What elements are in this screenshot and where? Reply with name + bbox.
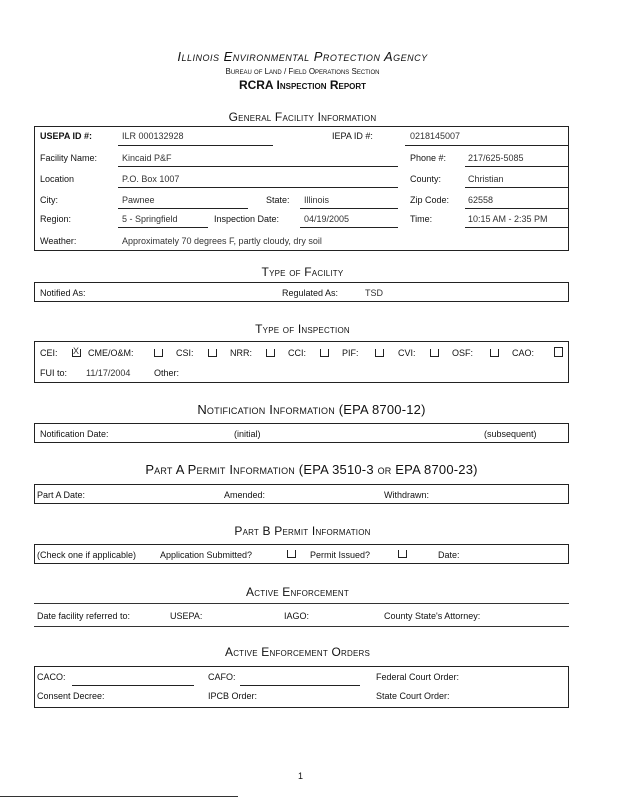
- location-line: [118, 187, 398, 188]
- caco-line: [72, 685, 194, 686]
- consent-decree-label: Consent Decree:: [37, 691, 105, 701]
- cci-label: CCI:: [288, 348, 306, 358]
- enforcement-title: Active Enforcement: [246, 585, 349, 599]
- part-b-title: Part B Permit Information: [234, 524, 371, 538]
- city-line: [118, 208, 248, 209]
- state-court-label: State Court Order:: [376, 691, 450, 701]
- enforcement-top-rule: [34, 603, 569, 604]
- application-submitted-checkbox[interactable]: [287, 550, 296, 558]
- pif-checkbox[interactable]: [375, 349, 384, 357]
- cvi-checkbox[interactable]: [430, 349, 439, 357]
- iepa-id-label: IEPA ID #:: [332, 131, 373, 141]
- weather-value: Approximately 70 degrees F, partly cloudy, dry soil: [122, 236, 322, 246]
- caco-label: CACO:: [37, 672, 66, 682]
- notification-subsequent-label: (subsequent): [484, 429, 537, 439]
- fui-value: 11/17/2004: [86, 368, 131, 378]
- federal-court-label: Federal Court Order:: [376, 672, 460, 682]
- cei-check-mark: X: [73, 346, 80, 356]
- state-label: State:: [266, 195, 290, 205]
- csi-checkbox[interactable]: [208, 349, 217, 357]
- other-label: Other:: [154, 368, 180, 378]
- csi-label: CSI:: [176, 348, 194, 358]
- cao-checkbox[interactable]: [554, 347, 563, 357]
- general-section-title: General Facility Information: [228, 110, 377, 124]
- part-a-box: [34, 484, 569, 504]
- regulated-as-label: Regulated As:: [282, 288, 339, 298]
- ipcb-order-label: IPCB Order:: [208, 691, 258, 701]
- inspection-date-label: Inspection Date:: [214, 214, 280, 224]
- time-label: Time:: [410, 214, 433, 224]
- regulated-as-value: TSD: [365, 288, 383, 298]
- zip-value: 62558: [468, 195, 494, 205]
- region-value: 5 - Springfield: [122, 214, 178, 224]
- orders-box: [34, 666, 569, 708]
- part-b-check-label: (Check one if applicable): [37, 550, 137, 560]
- referred-to-label: Date facility referred to:: [37, 611, 131, 621]
- enforcement-bottom-rule: [34, 626, 569, 627]
- city-value: Pawnee: [122, 195, 155, 205]
- fui-label: FUI to:: [40, 368, 68, 378]
- county-line: [465, 187, 568, 188]
- notification-initial-label: (initial): [234, 429, 261, 439]
- zip-label: Zip Code:: [410, 195, 450, 205]
- notification-title: Notification Information (EPA 8700-12): [197, 402, 426, 417]
- bureau-subtitle: Bureau of Land / Field Operations Section: [225, 67, 380, 76]
- nrr-checkbox[interactable]: [266, 349, 275, 357]
- part-b-date-label: Date:: [438, 550, 460, 560]
- osf-label: OSF:: [452, 348, 474, 358]
- location-label: Location: [40, 174, 75, 184]
- phone-value: 217/625-5085: [468, 153, 524, 163]
- part-b-app-label: Application Submitted?: [160, 550, 253, 560]
- nrr-label: NRR:: [230, 348, 252, 358]
- city-label: City:: [40, 195, 58, 205]
- county-label: County:: [410, 174, 442, 184]
- cao-label: CAO:: [512, 348, 535, 358]
- zip-line: [465, 208, 568, 209]
- weather-label: Weather:: [40, 236, 77, 246]
- inspection-type-title: Type of Inspection: [255, 322, 350, 336]
- location-value: P.O. Box 1007: [122, 174, 180, 184]
- facility-name-line: [118, 166, 398, 167]
- notified-as-label: Notified As:: [40, 288, 86, 298]
- footer-rule: [0, 796, 238, 797]
- part-a-amended-label: Amended:: [224, 490, 266, 500]
- cei-label: CEI:: [40, 348, 58, 358]
- county-value: Christian: [468, 174, 504, 184]
- inspection-date-value: 04/19/2005: [304, 214, 350, 224]
- referred-iago-label: IAGO:: [284, 611, 310, 621]
- part-a-date-label: Part A Date:: [37, 490, 86, 500]
- state-value: Illinois: [304, 195, 330, 205]
- region-label: Region:: [40, 214, 72, 224]
- part-a-title: Part A Permit Information (EPA 3510-3 or EPA 8700-23): [145, 462, 478, 477]
- time-value: 10:15 AM - 2:35 PM: [468, 214, 548, 224]
- phone-line: [465, 166, 568, 167]
- state-line: [300, 208, 398, 209]
- cme-checkbox[interactable]: [154, 349, 163, 357]
- orders-title: Active Enforcement Orders: [224, 645, 370, 659]
- facility-name-value: Kincaid P&F: [122, 153, 172, 163]
- facility-type-title: Type of Facility: [261, 265, 344, 279]
- agency-title: Illinois Environmental Protection Agency: [177, 49, 428, 64]
- usepa-id-label: USEPA ID #:: [40, 131, 93, 141]
- pif-label: PIF:: [342, 348, 359, 358]
- region-line: [118, 227, 208, 228]
- iepa-id-line: [405, 145, 568, 146]
- osf-checkbox[interactable]: [490, 349, 499, 357]
- referred-county-label: County State's Attorney:: [384, 611, 481, 621]
- time-line: [465, 227, 568, 228]
- notification-date-label: Notification Date:: [40, 429, 109, 439]
- part-a-withdrawn-label: Withdrawn:: [384, 490, 430, 500]
- page-number: 1: [298, 771, 304, 781]
- facility-name-label: Facility Name:: [40, 153, 98, 163]
- usepa-id-value: ILR 000132928: [122, 131, 184, 141]
- inspection-date-line: [300, 227, 398, 228]
- referred-usepa-label: USEPA:: [170, 611, 203, 621]
- cme-label: CME/O&M:: [88, 348, 134, 358]
- cafo-label: CAFO:: [208, 672, 236, 682]
- permit-issued-checkbox[interactable]: [398, 550, 407, 558]
- phone-label: Phone #:: [410, 153, 447, 163]
- cvi-label: CVI:: [398, 348, 416, 358]
- cci-checkbox[interactable]: [320, 349, 329, 357]
- cafo-line: [240, 685, 360, 686]
- report-title: RCRA Inspection Report: [238, 78, 367, 92]
- iepa-id-value: 0218145007: [410, 131, 461, 141]
- usepa-id-line: [118, 145, 273, 146]
- part-b-permit-label: Permit Issued?: [310, 550, 371, 560]
